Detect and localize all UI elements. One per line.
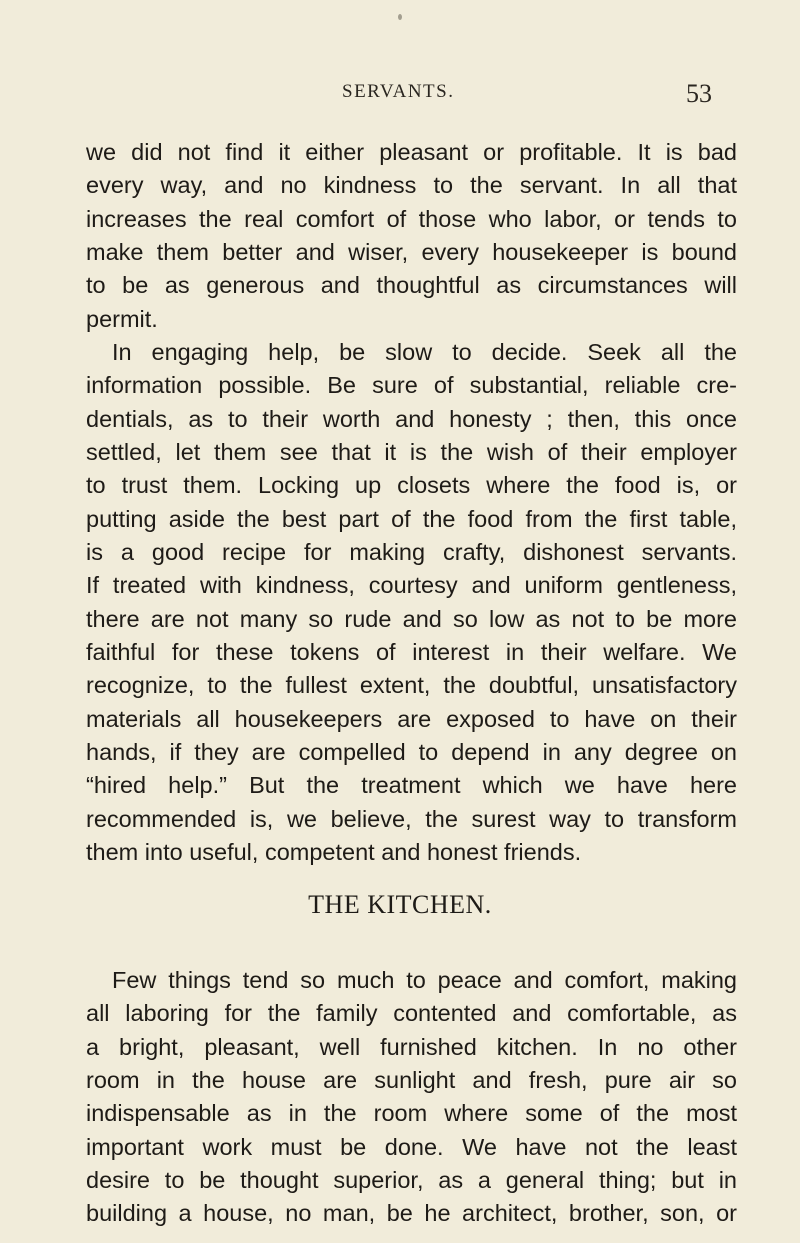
text-line: faithful for these tokens of interest in their welfare. We bbox=[86, 639, 737, 665]
text-line: is a good recipe for making crafty, dishonest servants. bbox=[86, 539, 737, 565]
text-line: information possible. Be sure of substantial, reliable cre- bbox=[86, 372, 737, 398]
text-line: recommended is, we believe, the surest way to transform bbox=[86, 806, 737, 832]
text-line: settled, let them see that it is the wish of their employer bbox=[86, 439, 737, 465]
text-line: we did not find it either pleasant or profitable. It is bad bbox=[86, 139, 737, 165]
text-line: every way, and no kindness to the servant. In all that bbox=[86, 172, 737, 198]
text-line: In engaging help, be slow to decide. Seek all the bbox=[112, 339, 737, 365]
text-line: there are not many so rude and so low as not to be more bbox=[86, 606, 737, 632]
running-title: SERVANTS. bbox=[342, 81, 455, 102]
text-line: putting aside the best part of the food from the first table, bbox=[86, 506, 737, 532]
text-line: to be as generous and thoughtful as circumstances will bbox=[86, 272, 737, 298]
text-line: to trust them. Locking up closets where the food is, or bbox=[86, 472, 737, 498]
text-line: recognize, to the fullest extent, the doubtful, unsatisfactory bbox=[86, 672, 737, 698]
text-line: room in the house are sunlight and fresh, pure air so bbox=[86, 1067, 737, 1093]
text-line: a bright, pleasant, well furnished kitchen. In no other bbox=[86, 1034, 737, 1060]
page-number: 53 bbox=[686, 79, 712, 108]
text-line: hands, if they are compelled to depend in any degree on bbox=[86, 739, 737, 765]
text-line: permit. bbox=[86, 306, 158, 332]
text-line: building a house, no man, be he architect, brother, son, or bbox=[86, 1200, 737, 1226]
running-head bbox=[0, 79, 800, 111]
text-line: them into useful, competent and honest friends. bbox=[86, 839, 582, 865]
text-line: all laboring for the family contented and comfortable, as bbox=[86, 1000, 737, 1026]
text-line: increases the real comfort of those who labor, or tends to bbox=[86, 206, 737, 232]
section-heading: THE KITCHEN. bbox=[308, 890, 492, 919]
text-line: “hired help.” But the treatment which we have here bbox=[86, 772, 737, 798]
text-line: indispensable as in the room where some of the most bbox=[86, 1100, 737, 1126]
ink-speck bbox=[398, 14, 402, 20]
text-line: desire to be thought superior, as a general thing; but in bbox=[86, 1167, 737, 1193]
text-line: Few things tend so much to peace and comfort, making bbox=[112, 967, 737, 993]
text-line: materials all housekeepers are exposed to have on their bbox=[86, 706, 737, 732]
text-line: make them better and wiser, every housekeeper is bound bbox=[86, 239, 737, 265]
text-line: dentials, as to their worth and honesty ; then, this once bbox=[86, 406, 737, 432]
text-line: If treated with kindness, courtesy and uniform gentleness, bbox=[86, 572, 737, 598]
text-line: important work must be done. We have not the least bbox=[86, 1134, 737, 1160]
